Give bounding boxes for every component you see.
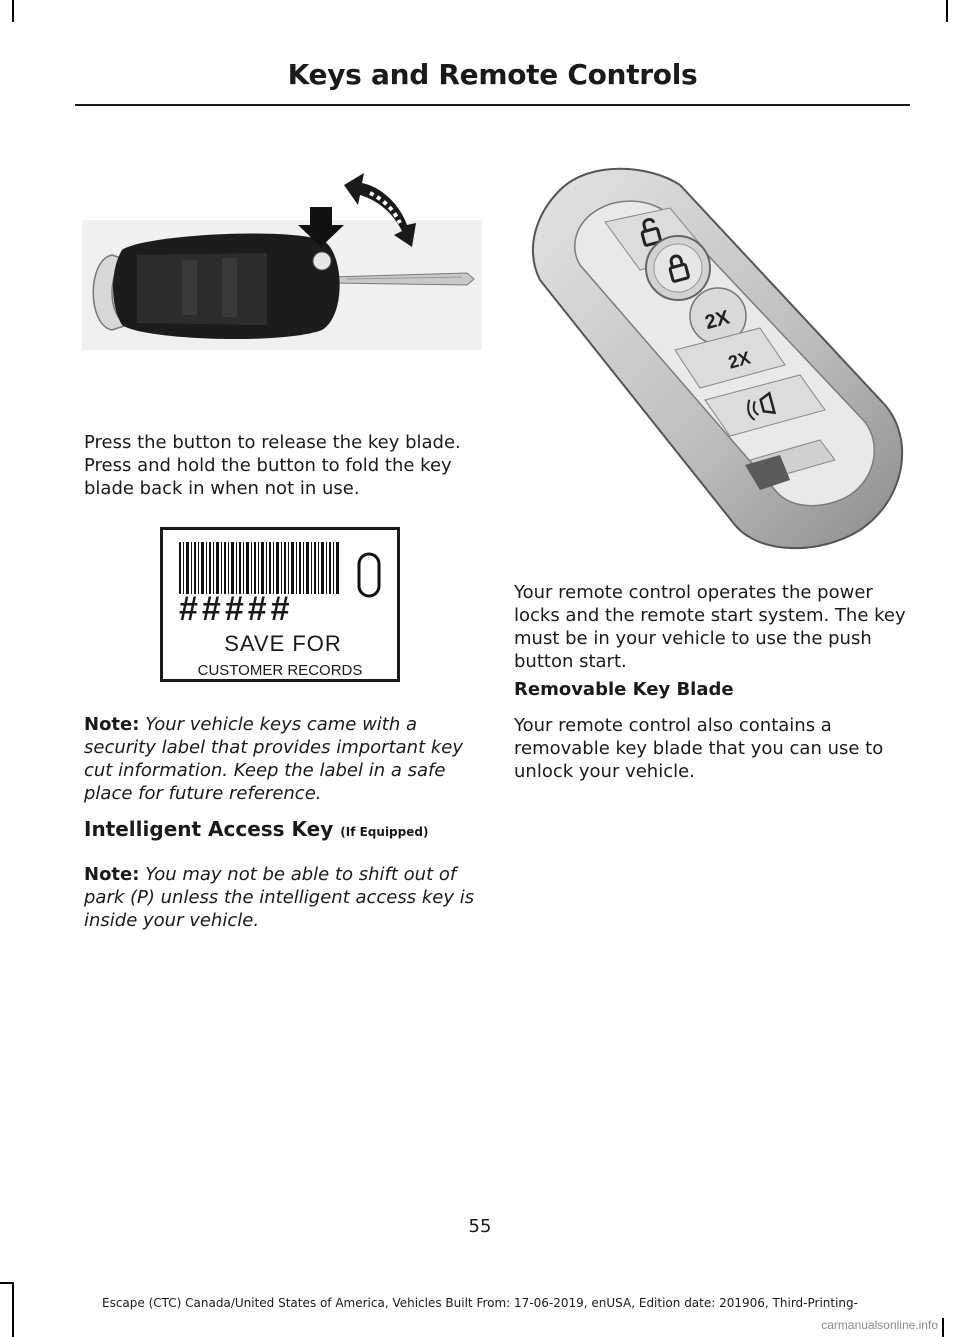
- page-title: Keys and Remote Controls: [287, 58, 698, 91]
- note-label: Note:: [84, 714, 140, 735]
- label-records-text: CUSTOMER RECORDS: [197, 662, 363, 679]
- section-heading-removable-key-blade: Removable Key Blade: [514, 679, 734, 700]
- heading-qualifier: (If Equipped): [340, 825, 429, 839]
- remote-control-description: Your remote control operates the power locks and the remote start system. The key must be in your vehicle to use the push button start.: [514, 582, 906, 672]
- note-label: Note:: [84, 864, 140, 885]
- crop-mark: [942, 1318, 944, 1337]
- crop-mark: [0, 1282, 14, 1284]
- liftgate-label: 2X: [726, 347, 753, 373]
- security-label-illustration: [160, 527, 400, 682]
- edition-footer: Escape (CTC) Canada/United States of America, Vehicles Built From: 17-06-2019, enUSA, Edition date: 201906, Third-Printing-: [102, 1296, 858, 1310]
- remote-start-label: 2X: [702, 306, 732, 335]
- label-save-text: SAVE FOR: [224, 631, 342, 656]
- flip-key-illustration: [82, 165, 482, 355]
- label-hash-marks: #####: [179, 590, 294, 628]
- section-heading-intelligent-access: [84, 817, 428, 841]
- heading-text: Intelligent Access Key: [84, 817, 334, 841]
- intelligent-access-key-illustration: [520, 160, 920, 555]
- note-security-label: [84, 713, 476, 805]
- note-text: Your vehicle keys came with a security label that provides important key cut information. Keep the label in a safe place for future reference.: [84, 714, 464, 804]
- label-cutout-icon: [357, 552, 381, 598]
- barcode: [179, 542, 339, 594]
- watermark: carmanualsonline.info: [821, 1318, 938, 1332]
- key-blade-instructions: Press the button to release the key blade. Press and hold the button to fold the key blade back in when not in use.: [84, 432, 461, 499]
- crop-mark: [12, 0, 14, 22]
- page-number: 55: [468, 1216, 492, 1237]
- note-intelligent-access: [84, 863, 476, 932]
- removable-key-blade-description: Your remote control also contains a removable key blade that you can use to unlock your vehicle.: [514, 715, 884, 782]
- crop-mark: [946, 0, 948, 22]
- header-divider: [75, 104, 910, 106]
- note-text: You may not be able to shift out of park (P) unless the intelligent access key is inside your vehicle.: [84, 864, 475, 931]
